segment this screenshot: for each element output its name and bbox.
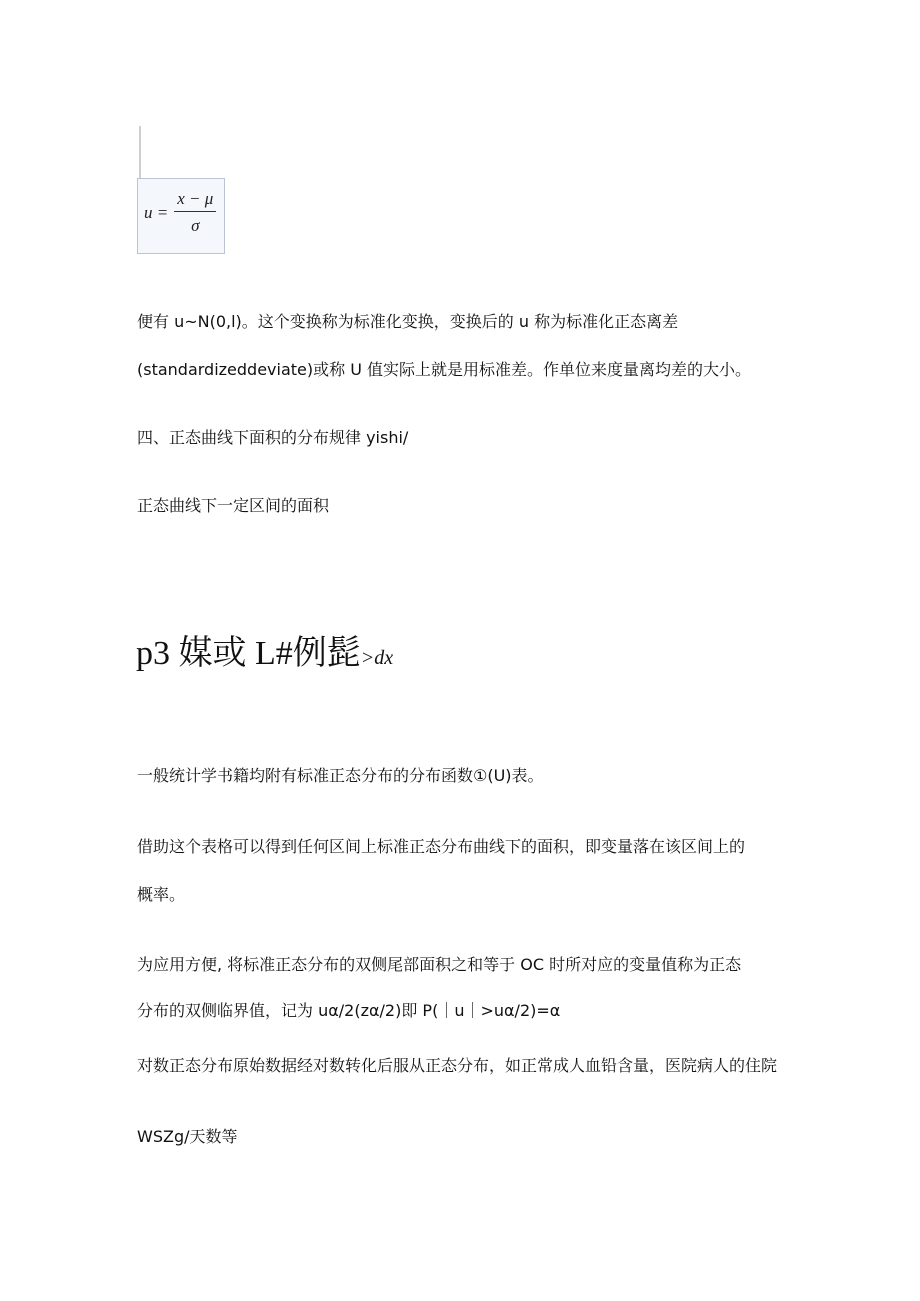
garbled-formula-text	[136, 632, 393, 680]
paragraph-lognormal-cont: WSZg/天数等	[137, 1127, 238, 1146]
garbled-tail: >dx	[360, 647, 394, 669]
paragraph-distribution-table: 一般统计学书籍均附有标准正态分布的分布函数①(U)表。	[137, 766, 544, 785]
paragraph-lognormal: 对数正态分布原始数据经对数转化后服从正态分布，如正常成人血铅含量，医院病人的住院	[137, 1056, 778, 1075]
paragraph-critical-value: 为应用方便, 将标准正态分布的双侧尾部面积之和等于 OC 时所对应的变量值称为正态	[137, 955, 742, 974]
formula-fraction	[174, 189, 216, 236]
paragraph-table-usage: 借助这个表格可以得到任何区间上标准正态分布曲线下的面积，即变量落在该区间上的	[137, 837, 746, 856]
section-heading-four: 四、正态曲线下面积的分布规律 yishi/	[137, 428, 409, 447]
formula-image	[137, 178, 225, 254]
paragraph-critical-value-cont: 分布的双侧临界值，记为 uα/2(zα/2)即 P(｜u｜>uα/2)=α	[137, 1001, 561, 1020]
formula-numerator: x − μ	[174, 189, 216, 212]
paragraph-interval-area: 正态曲线下一定区间的面积	[137, 496, 330, 515]
paragraph-table-usage-cont: 概率。	[137, 885, 186, 904]
formula-denominator: σ	[191, 216, 200, 235]
standardization-formula	[144, 189, 216, 236]
garbled-main: p3 媒或 L#例髭	[136, 635, 361, 672]
formula-lhs: u =	[144, 202, 169, 222]
paragraph-standardized-deviate: (standardizeddeviate)或称 U 值实际上就是用标准差。作单位来度量离均差的大小。	[137, 360, 752, 379]
paragraph-standardization: 便有 u~N(0,l)。这个变换称为标准化变换，变换后的 u 称为标准化正态离差	[137, 312, 679, 331]
